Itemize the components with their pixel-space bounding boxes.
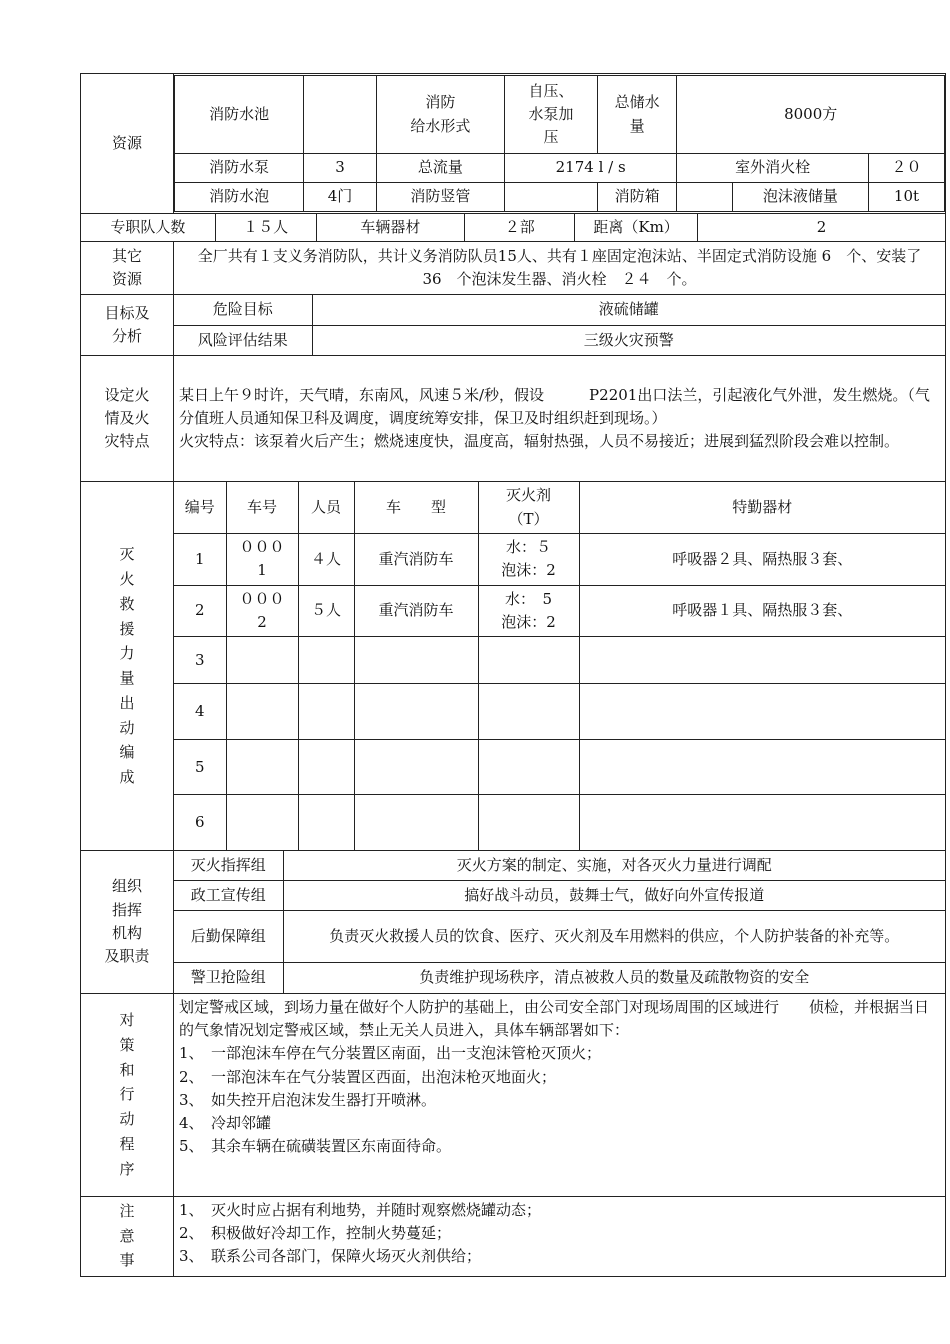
table-row [174, 740, 945, 795]
fire-plan-table [80, 73, 946, 1277]
row-plate [226, 684, 298, 740]
row-crew [298, 740, 354, 795]
scenario-text [174, 356, 946, 482]
row-no: 3 [174, 637, 226, 684]
supply-form-value: 自压、 水泵加 压 [504, 76, 597, 154]
pool-value [304, 76, 377, 154]
row-no: 6 [174, 795, 226, 850]
table-row [174, 585, 945, 637]
row-crew: ４人 [298, 533, 354, 585]
row-crew [298, 684, 354, 740]
row-no: 5 [174, 740, 226, 795]
hose-box-value [677, 183, 733, 212]
row-crew [298, 795, 354, 850]
storage-value: 8000方 [677, 76, 945, 154]
actions-intro: 划定警戒区域，到场力量在做好个人防护的基础上，由公司安全部门对现场周围的区域进行 侦检，并根据当日的气象情况划定警戒区域，禁止无关人员进入，具体车辆部署如下： [179, 997, 930, 1039]
list-item [174, 963, 945, 993]
standpipe-label: 消防竖管 [376, 183, 504, 212]
actions-label: 对策和行动程序 [81, 993, 174, 1196]
list-item: 1、 灭火时应占据有利地势，并随时观察燃烧罐动态； [179, 1200, 542, 1219]
organization-table [174, 851, 945, 993]
list-item: 4、 冷却邻罐 [179, 1114, 272, 1132]
row-agent [478, 684, 579, 740]
row-equipment [579, 637, 945, 684]
distance-value: 2 [698, 214, 945, 241]
group-duty: 搞好战斗动员，鼓舞士气，做好向外宣传报道 [283, 881, 945, 911]
scenario-label: 设定火 情及火 灾特点 [81, 356, 174, 482]
list-item: 1、 一部泡沫车停在气分装置区南面，出一支泡沫管枪灭顶火； [179, 1044, 602, 1063]
list-item: 3、 如失控开启泡沫发生器打开喷淋。 [179, 1090, 437, 1109]
row-type [354, 684, 478, 740]
row-type [354, 740, 478, 795]
target-table [174, 295, 945, 355]
group-duty: 负责灭火救援人员的饮食、医疗、灭火剂及车用燃料的供应，个人防护装备的补充等。 [283, 911, 945, 963]
storage-label: 总储水 量 [597, 76, 676, 154]
hydrant-label: 室外消火栓 [677, 154, 869, 183]
group-name: 政工宣传组 [174, 881, 283, 911]
supply-form-label: 消防 给水形式 [376, 76, 504, 154]
row-equipment: 呼吸器１具、隔热服３套、 [579, 585, 945, 637]
list-item [174, 851, 945, 881]
row-type [354, 795, 478, 850]
resources-block [174, 74, 946, 214]
group-name: 警卫抢险组 [174, 963, 283, 993]
target-label: 目标及 分析 [81, 295, 174, 356]
col-agent: 灭火剂 （T） [478, 482, 579, 533]
flow-value: 2174 l / s [504, 154, 676, 183]
foam-storage-label: 泡沫液储量 [732, 183, 868, 212]
staff-table [81, 214, 945, 241]
row-no: 4 [174, 684, 226, 740]
organization-block [174, 850, 946, 993]
list-item: 3、 联系公司各部门，保障火场灭火剂供给； [179, 1247, 482, 1266]
staff-block [81, 214, 946, 242]
row-equipment [579, 795, 945, 850]
row-agent [478, 795, 579, 850]
col-plate: 车号 [226, 482, 298, 533]
flow-label: 总流量 [376, 154, 504, 183]
distance-label: 距离（Km） [575, 214, 698, 241]
table-row [174, 533, 945, 585]
vehicles-value: ２部 [465, 214, 575, 241]
table-row [174, 795, 945, 850]
fire-characteristics-paragraph: 火灾特点：该泵着火后产生；燃烧速度快，温度高，辐射热强，人员不易接近；进展到猛烈阶段会难以控制。 [179, 432, 900, 451]
group-name: 灭火指挥组 [174, 851, 283, 881]
resources-label: 资源 [81, 74, 174, 214]
risk-result-value: 三级火灾预警 [312, 325, 945, 355]
pump-label: 消防水泵 [175, 154, 304, 183]
foam-storage-value: 10t [868, 183, 944, 212]
table-row [174, 637, 945, 684]
risk-result-label: 风险评估结果 [174, 325, 312, 355]
list-item [174, 911, 945, 963]
hose-box-label: 消防箱 [597, 183, 676, 212]
row-agent [478, 740, 579, 795]
other-label: 其它 资源 [81, 242, 174, 295]
danger-target-label: 危险目标 [174, 295, 312, 325]
row-equipment: 呼吸器２具、隔热服３套、 [579, 533, 945, 585]
other-text: 全厂共有１支义务消防队，共计义务消防队员15人、共有１座固定泡沫站、半固定式消防设施 6 个、安装了 36 个泡沫发生器、消火栓 ２４ 个。 [174, 242, 946, 295]
col-type: 车 型 [354, 482, 478, 533]
rescue-header-row [174, 482, 945, 533]
row-plate [226, 740, 298, 795]
target-block [174, 295, 946, 356]
row-equipment [579, 740, 945, 795]
col-crew: 人员 [298, 482, 354, 533]
row-no: 2 [174, 585, 226, 637]
row-agent: 水：５ 泡沫：2 [478, 533, 579, 585]
pump-value: 3 [304, 154, 377, 183]
row-plate: ０００ 2 [226, 585, 298, 637]
notes-text [174, 1196, 946, 1276]
monitor-label: 消防水泡 [175, 183, 304, 212]
actions-text [174, 993, 946, 1196]
vehicles-label: 车辆器材 [316, 214, 465, 241]
rescue-label: 灭火救援力量出动编成 [81, 482, 174, 851]
group-name: 后勤保障组 [174, 911, 283, 963]
row-plate: ０００ 1 [226, 533, 298, 585]
scenario-paragraph: 某日上午９时许，天气晴，东南风，风速５米/秒，假设 P2201出口法兰，引起液化气外泄，发生燃烧。（气分值班人员通知保卫科及调度，调度统筹安排，保卫及时组织赶到现场。） [179, 385, 930, 428]
row-plate [226, 795, 298, 850]
list-item [174, 881, 945, 911]
table-row [174, 684, 945, 740]
list-item: 5、 其余车辆在硫磺装置区东南面待命。 [179, 1137, 452, 1156]
resources-table [174, 75, 945, 212]
row-type [354, 637, 478, 684]
col-equipment: 特勤器材 [579, 482, 945, 533]
list-item: 2、 一部泡沫车在气分装置区西面，出泡沫枪灭地面火； [179, 1067, 557, 1086]
staff-label: 专职队人数 [81, 214, 215, 241]
row-no: 1 [174, 533, 226, 585]
row-crew: ５人 [298, 585, 354, 637]
danger-target-value: 液硫储罐 [312, 295, 945, 325]
group-duty: 负责维护现场秩序，清点被救人员的数量及疏散物资的安全 [283, 963, 945, 993]
notes-label: 注意事 [81, 1196, 174, 1276]
rescue-block [174, 482, 946, 851]
monitor-value: 4门 [304, 183, 377, 212]
row-agent: 水： 5 泡沫：2 [478, 585, 579, 637]
row-type: 重汽消防车 [354, 585, 478, 637]
col-no: 编号 [174, 482, 226, 533]
pool-label: 消防水池 [175, 76, 304, 154]
row-type: 重汽消防车 [354, 533, 478, 585]
staff-count: １５人 [215, 214, 316, 241]
row-crew [298, 637, 354, 684]
row-agent [478, 637, 579, 684]
hydrant-value: ２０ [868, 154, 944, 183]
list-item: 2、 积极做好冷却工作，控制火势蔓延； [179, 1224, 452, 1242]
organization-label: 组织 指挥 机构 及职责 [81, 850, 174, 993]
row-equipment [579, 684, 945, 740]
rescue-table [174, 482, 945, 850]
row-plate [226, 637, 298, 684]
standpipe-value [504, 183, 597, 212]
fire-plan-document [80, 73, 941, 1277]
group-duty: 灭火方案的制定、实施，对各灭火力量进行调配 [283, 851, 945, 881]
